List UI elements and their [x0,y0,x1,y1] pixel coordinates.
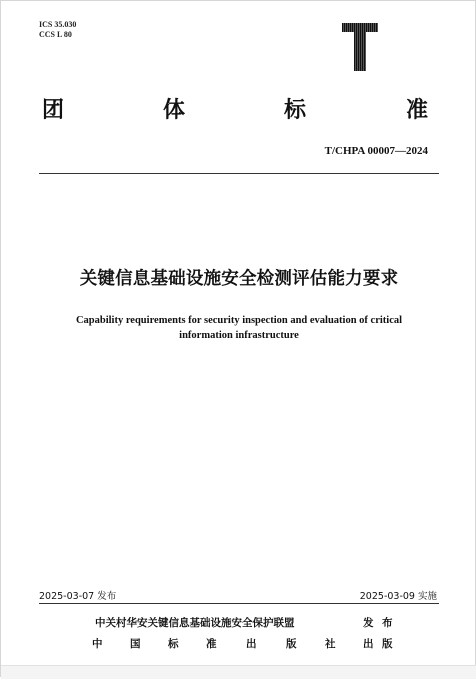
press-char: 中 [92,638,103,650]
ccs-code: CCS L 80 [39,30,72,39]
issuer-action-char: 布 [382,617,393,629]
top-divider [39,173,439,174]
implementation-date: 2025-03-09 实施 [359,591,437,602]
press-char: 版 [286,638,297,650]
press-char: 标 [168,638,179,650]
standard-type-char: 团 [42,98,65,123]
standard-type-char: 标 [284,98,307,123]
press-char: 社 [325,638,336,650]
english-title-line: Capability requirements for security inspection and evaluation of critical [75,315,403,326]
press-char: 国 [130,638,141,650]
classification-codes [39,20,76,40]
english-title [41,313,437,343]
standard-type-char: 体 [163,98,186,123]
press-action-char: 出 [363,638,374,650]
standard-type-char: 准 [406,98,429,123]
t-standard-logo [341,21,379,73]
issuer-name: 中关村华安关键信息基础设施安全保护联盟 [95,617,295,629]
english-title-line: information infrastructure [179,330,299,341]
standard-type-heading [1,96,476,126]
publisher-line-press [1,635,476,653]
bottom-divider [39,603,439,604]
press-char: 出 [246,638,257,650]
standard-number: T/CHPA 00007—2024 [324,145,428,157]
issuer-action-char: 发 [363,617,374,629]
chinese-title: 关键信息基础设施安全检测评估能力要求 [79,269,399,289]
issue-date: 2025-03-07 发布 [39,591,117,602]
ics-code: ICS 35.030 [39,20,77,29]
press-char: 准 [206,638,217,650]
press-action-char: 版 [382,638,393,650]
publisher-line-issuer [1,614,476,632]
